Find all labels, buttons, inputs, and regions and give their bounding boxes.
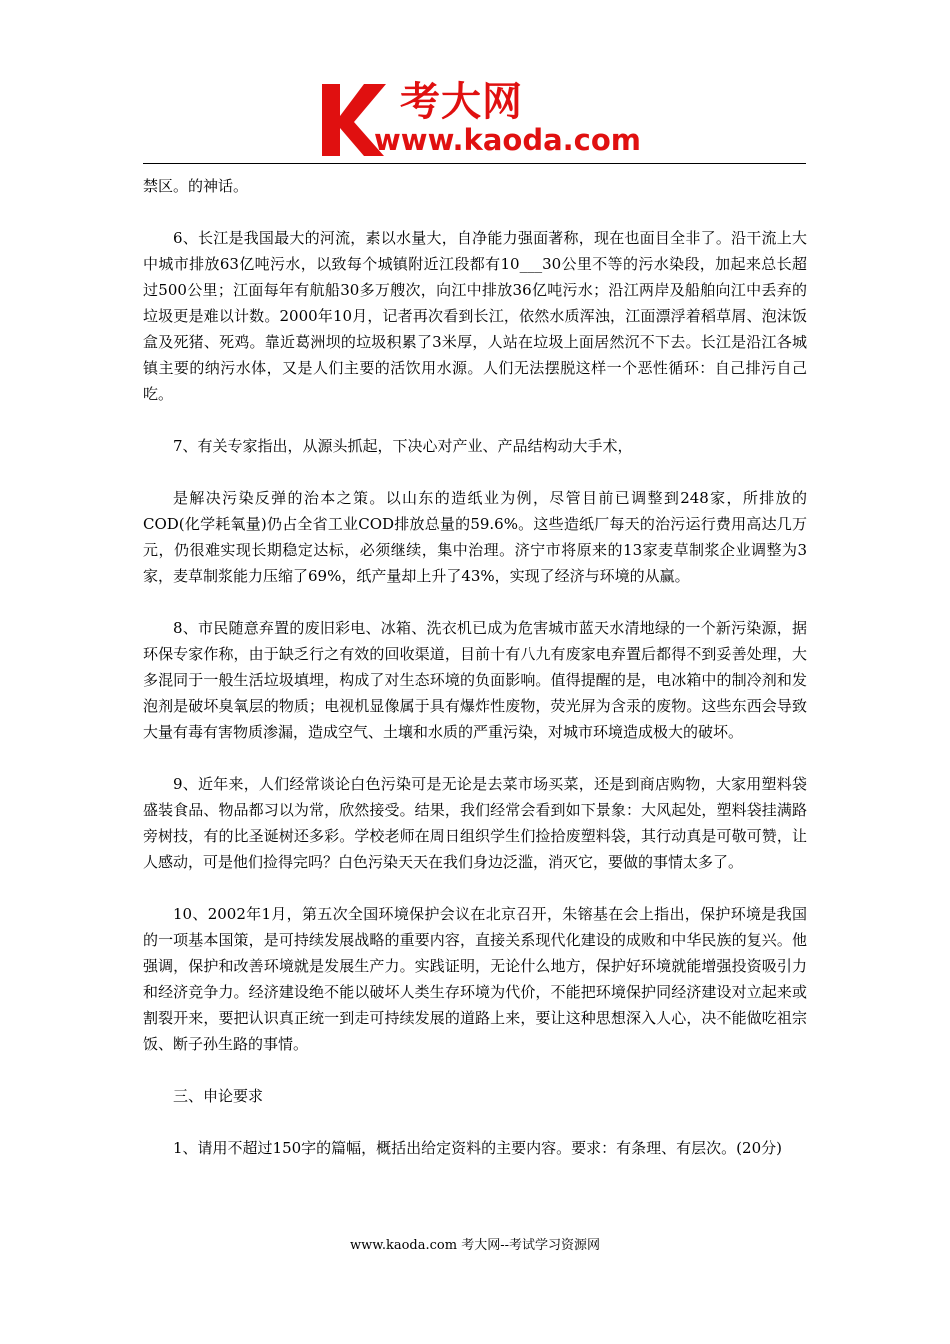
spacer (143, 745, 807, 771)
spacer (143, 589, 807, 615)
paragraph-7-intro: 7、有关专家指出，从源头抓起，下决心对产业、产品结构动大手术， (173, 437, 633, 455)
logo-brand-url: www.kaoda.com (374, 123, 641, 157)
page-footer: www.kaoda.com 考大网--考试学习资源网 (350, 1238, 600, 1253)
paragraph-10: 10、2002年1月，第五次全国环境保护会议在北京召开，朱镕基在会上指出，保护环境是我国的一项基本国策，是可持续发展战略的重要内容，直接关系现代化建设的成败和中华民族的复兴。他强调，保护和改善环境就是发展生产力。实践证明，无论什么地方，保护好环境就能增强投资吸引力和经济竞争力。经济建设绝不能以破坏人类生存环境为代价，不能把环境保护同经济建设对立起来或割裂开来，要把认识真正统一到走可持续发展的道路上来，要让这种思想深入人心，决不能做吃祖宗饭、断子孙生路的事情。 (143, 905, 807, 1053)
spacer (143, 199, 807, 225)
spacer (143, 875, 807, 901)
document-body (143, 173, 807, 1161)
paragraph-9: 9、近年来，人们经常谈论白色污染可是无论是去菜市场买菜，还是到商店购物，大家用塑料袋盛装食品、物品都习以为常，欣然接受。结果，我们经常会看到如下景象：大风起处，塑料袋挂满路旁树技，有的比圣诞树还多彩。学校老师在周日组织学生们捡拾废塑料袋，其行动真是可敬可赞，让人感动，可是他们捡得完吗？白色污染天天在我们身边泛滥，消灭它，要做的事情太多了。 (143, 775, 807, 871)
spacer (143, 407, 807, 433)
question-1: 1、请用不超过150字的篇幅，概括出给定资料的主要内容。要求：有条理、有层次。(20分) (173, 1139, 782, 1157)
logo-brand-cn: 考大网 (400, 79, 523, 125)
lead-line: 禁区。的神话。 (143, 177, 249, 195)
section-heading-3: 三、申论要求 (173, 1087, 264, 1105)
spacer (143, 1109, 807, 1135)
paragraph-6: 6、长江是我国最大的河流，素以水量大，自净能力强面著称，现在也面目全非了。沿干流上大中城市排放63亿吨污水，以致每个城镇附近江段都有10___30公里不等的污水染段，加起来总长超过500公里；江面每年有航船30多万艘次，向江中排放36亿吨污水；沿江两岸及船舶向江中丢弃的垃圾更是难以计数。2000年10月，记者再次看到长江，依然水质浑浊，江面漂浮着稻草屑、泡沫饭盒及死猪、死鸡。靠近葛洲坝的垃圾积累了3米厚，人站在垃圾上面居然沉不下去。长江是沿江各城镇主要的纳污水体，又是人们主要的活饮用水源。人们无法摆脱这样一个恶性循环：自己排污自己吃。 (143, 229, 807, 403)
spacer (143, 459, 807, 485)
header-divider (143, 163, 806, 164)
kaoda-logo (318, 79, 641, 160)
paragraph-8: 8、市民随意弃置的废旧彩电、冰箱、洗衣机已成为危害城市蓝天水清地绿的一个新污染源，据环保专家作称，由于缺乏行之有效的回收渠道，目前十有八九有废家电弃置后都得不到妥善处理，大多混同于一般生活垃圾填埋，构成了对生态环境的负面影响。值得提醒的是，电冰箱中的制冷剂和发泡剂是破坏臭氧层的物质；电视机显像属于具有爆炸性废物，荧光屏为含汞的废物。这些东西会导致大量有毒有害物质渗漏，造成空气、土壤和水质的严重污染，对城市环境造成极大的破坏。 (143, 619, 807, 741)
spacer (143, 1057, 807, 1083)
paragraph-7-body: 是解决污染反弹的治本之策。以山东的造纸业为例，尽管目前已调整到248家，所排放的COD(化学耗氧量)仍占全省工业COD排放总量的59.6%。这些造纸厂每天的治污运行费用高达几万元，仍很难实现长期稳定达标，必须继续，集中治理。济宁市将原来的13家麦草制浆企业调整为3家，麦草制浆能力压缩了69%，纸产量却上升了43%，实现了经济与环境的从赢。 (143, 489, 807, 585)
